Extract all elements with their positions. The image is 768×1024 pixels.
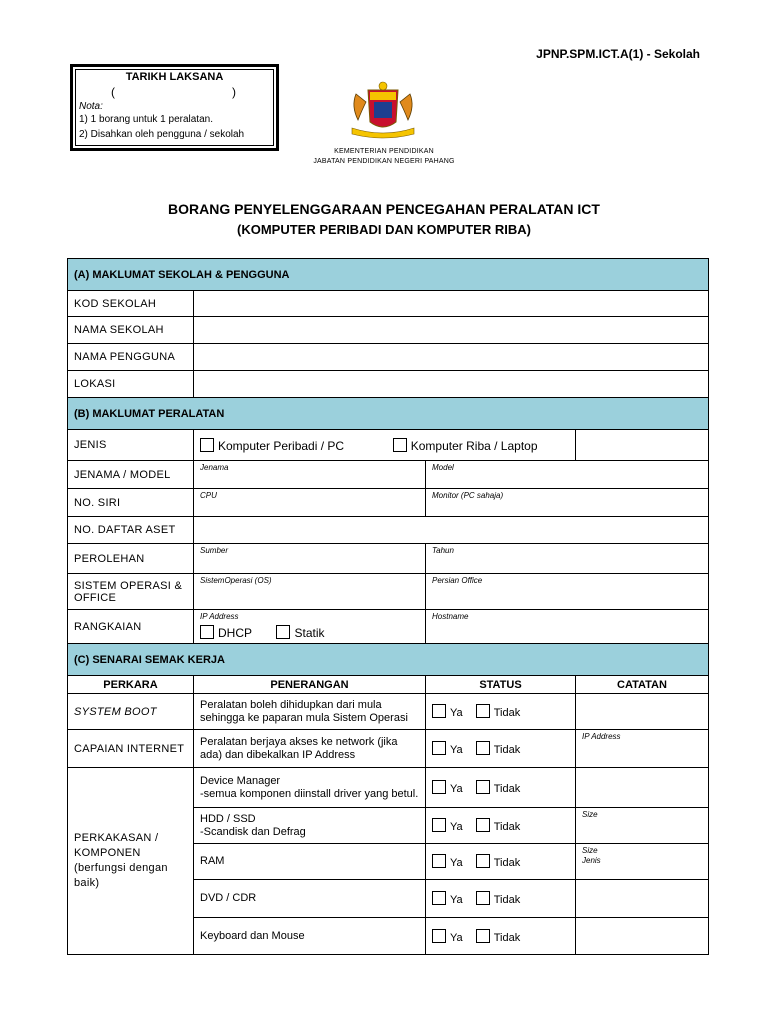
statik-label: Statik [294,626,325,640]
field-label: JENAMA / MODEL [68,461,194,489]
section-a-header: (A) MAKLUMAT SEKOLAH & PENGGUNA [68,259,709,291]
catatan-field[interactable]: IP Address [576,730,709,768]
catatan-field[interactable] [576,768,709,808]
monitor-serial-field[interactable]: Monitor (PC sahaja) [426,489,709,517]
office-field[interactable]: Persian Office [426,574,709,610]
status-cell: Ya Tidak [426,808,576,844]
tidak-checkbox[interactable] [476,891,490,905]
checklist-row [68,768,709,808]
item-description: HDD / SSD -Scandisk dan Defrag [194,808,426,844]
tidak-checkbox[interactable] [476,741,490,755]
col-penerangan: PENERANGAN [194,676,426,694]
ministry-name: KEMENTERIAN PENDIDIKAN JABATAN PENDIDIKAN NEGERI PAHANG [313,148,455,165]
os-field[interactable]: SistemOperasi (OS) [194,574,426,610]
tidak-checkbox[interactable] [476,929,490,943]
lokasi-field[interactable] [194,371,709,398]
tidak-checkbox[interactable] [476,780,490,794]
tidak-checkbox[interactable] [476,854,490,868]
statik-checkbox[interactable] [276,625,290,639]
item-perkakasan: PERKAKASAN / KOMPONEN (berfungsi dengan baik) [68,768,194,955]
form-title: BORANG PENYELENGGARAAN PENCEGAHAN PERALATAN ICT [168,201,600,217]
ya-checkbox[interactable] [432,891,446,905]
item-description: RAM [194,844,426,880]
sumber-field[interactable]: Sumber [194,544,426,574]
field-label: NO. DAFTAR ASET [68,517,194,544]
item-description: Peralatan berjaya akses ke network (jika ada) dan dibekalkan IP Address [194,730,426,768]
nama-pengguna-field[interactable] [194,344,709,371]
date-box [70,64,279,151]
ya-checkbox[interactable] [432,854,446,868]
maintenance-form [67,258,709,955]
ya-checkbox[interactable] [432,704,446,718]
dhcp-label: DHCP [218,626,252,640]
item-description: Peralatan boleh dihidupkan dari mula sehingga ke paparan mula Sistem Operasi [194,694,426,730]
ya-checkbox[interactable] [432,818,446,832]
status-cell: Ya Tidak [426,880,576,918]
col-catatan: CATATAN [576,676,709,694]
section-c-header: (C) SENARAI SEMAK KERJA [68,644,709,676]
status-cell: Ya Tidak [426,844,576,880]
kod-sekolah-field[interactable] [194,291,709,317]
no-daftar-aset-field[interactable] [194,517,709,544]
hostname-field[interactable]: Hostname [426,610,709,644]
note-item: 1) 1 borang untuk 1 peralatan. [79,114,213,125]
pc-checkbox[interactable] [200,438,214,452]
catatan-field[interactable] [576,880,709,918]
ya-checkbox[interactable] [432,929,446,943]
note-item: 2) Disahkan oleh pengguna / sekolah [79,129,245,140]
status-cell: Ya Tidak [426,918,576,955]
model-field[interactable]: Model [426,461,709,489]
cpu-serial-field[interactable]: CPU [194,489,426,517]
catatan-field[interactable] [576,694,709,730]
catatan-field[interactable]: Size Jenis [576,844,709,880]
date-field[interactable]: ( ) [111,85,236,99]
form-subtitle: (KOMPUTER PERIBADI DAN KOMPUTER RIBA) [237,222,531,237]
field-label: NAMA SEKOLAH [68,317,194,344]
field-label: KOD SEKOLAH [68,291,194,317]
field-label: NO. SIRI [68,489,194,517]
item-system-boot: SYSTEM BOOT [68,694,194,730]
status-cell: Ya Tidak [426,694,576,730]
field-label: SISTEM OPERASI & OFFICE [68,574,194,610]
field-label: NAMA PENGGUNA [68,344,194,371]
date-box-title: TARIKH LAKSANA [125,71,224,83]
nama-sekolah-field[interactable] [194,317,709,344]
item-description: Device Manager -semua komponen diinstall driver yang betul. [194,768,426,808]
ip-address-field: IP Address DHCP Statik [194,610,426,644]
tidak-checkbox[interactable] [476,704,490,718]
tahun-field[interactable]: Tahun [426,544,709,574]
jenis-field [194,430,576,461]
item-description: DVD / CDR [194,880,426,918]
catatan-field[interactable] [576,918,709,955]
status-cell: Ya Tidak [426,768,576,808]
field-label: JENIS [68,430,194,461]
ya-checkbox[interactable] [432,741,446,755]
document-reference: JPNP.SPM.ICT.A(1) - Sekolah [536,47,700,61]
jenama-field[interactable]: Jenama [194,461,426,489]
field-label: LOKASI [68,371,194,398]
checklist-header [68,676,709,694]
status-cell: Ya Tidak [426,730,576,768]
dhcp-checkbox[interactable] [200,625,214,639]
note-label: Nota: [79,101,103,112]
laptop-checkbox[interactable] [393,438,407,452]
col-perkara: PERKARA [68,676,194,694]
ya-checkbox[interactable] [432,780,446,794]
section-b-header: (B) MAKLUMAT PERALATAN [68,398,709,430]
tidak-checkbox[interactable] [476,818,490,832]
pc-option-label: Komputer Peribadi / PC [218,438,345,453]
col-status: STATUS [426,676,576,694]
field-label: PEROLEHAN [68,544,194,574]
checklist-row [68,730,709,768]
checklist-row [68,694,709,730]
catatan-field[interactable]: Size [576,808,709,844]
coat-of-arms-logo [348,80,418,142]
field-label: RANGKAIAN [68,610,194,644]
laptop-option-label: Komputer Riba / Laptop [410,438,538,453]
item-description: Keyboard dan Mouse [194,918,426,955]
item-capaian-internet: CAPAIAN INTERNET [68,730,194,768]
